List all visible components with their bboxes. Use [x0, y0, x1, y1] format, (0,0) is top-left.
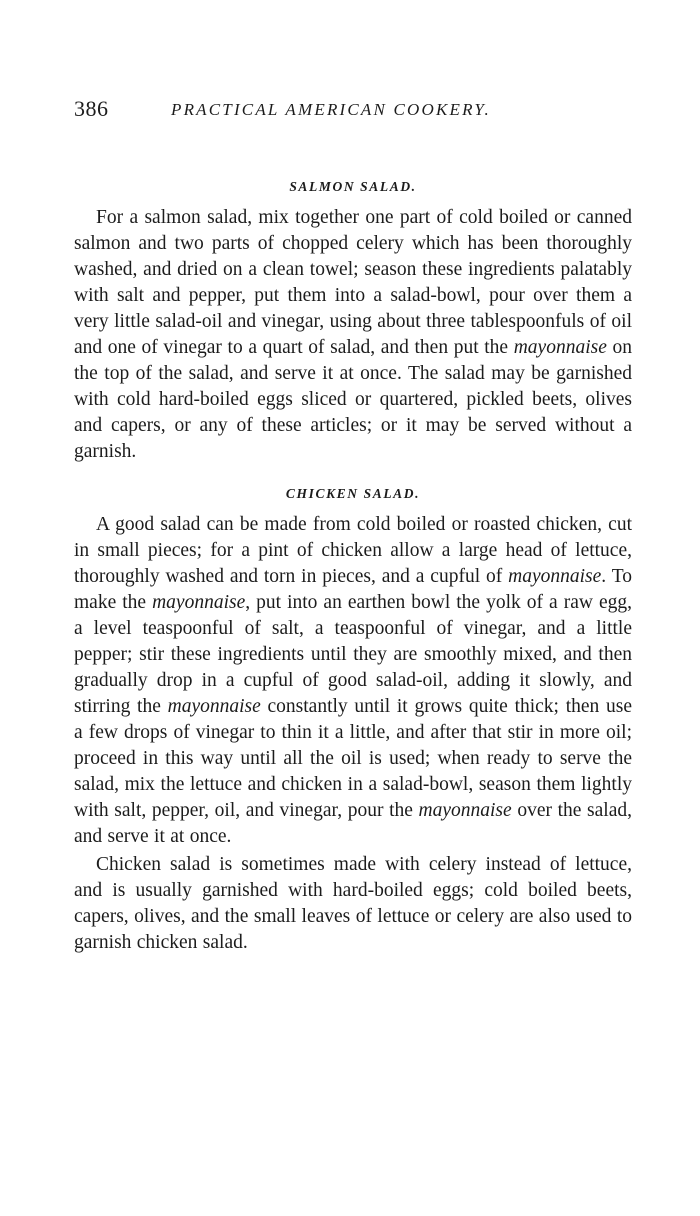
text-run: on the top of the salad, and serve it at once. The salad may be garnished with cold hard-boiled eggs sliced or quartered, pickled beets, olives and capers, or any of these articles; or it may be served without a garnish. — [74, 337, 633, 462]
section-title-salmon-salad: SALMON SALAD. — [289, 179, 417, 194]
text-run: constantly until it grows quite thick; then use a few drops of vinegar to thin it a little, and after that stir in more oil; proceed in this way until all the oil is used; when ready to serve the salad, mix the lettuce and chicken in a salad-bowl, season them lightly with salt, pepper, oil, and vinegar, pour the — [74, 696, 633, 821]
italic-term: mayonnaise — [418, 800, 512, 821]
italic-term: mayonnaise — [508, 566, 602, 587]
italic-term: mayonnaise — [152, 592, 246, 613]
book-page — [74, 96, 632, 956]
text-run: For a salmon salad, mix together one part of cold boiled or canned salmon and two parts of chopped celery which has been thoroughly washed, and dried on a clean towel; season these ingredients palatably with salt and pepper, put them into a salad-bowl, pour over them a very little salad-oil and vinegar, using about three tablespoonfuls of oil and one of vinegar to a quart of salad, and then put the — [74, 207, 632, 358]
text-run: , put into an earthen bowl the yolk of a raw egg, a level teaspoonful of salt, a teaspoonful of vinegar, and a little pepper; stir these ingredients until they are smoothly mixed, and then gradually drop in a cupful of good salad-oil, adding it slowly, and stirring the — [74, 592, 632, 717]
text-run: Chicken salad is sometimes made with celery instead of lettuce, and is usually garnished with hard-boiled eggs; cold boiled beets, capers, olives, and the small leaves of lettuce or celery are also used to garnish chicken salad. — [74, 854, 632, 953]
running-head — [74, 96, 632, 136]
section-title-chicken-salad: CHICKEN SALAD. — [285, 486, 421, 501]
chicken-salad-paragraph-2 — [74, 852, 632, 956]
italic-term: mayonnaise — [513, 337, 607, 358]
book-title: PRACTICAL AMERICAN COOKERY. — [171, 100, 491, 119]
page-number: 386 — [74, 96, 109, 121]
salmon-salad-paragraph — [74, 205, 632, 465]
chicken-salad-paragraph-1 — [74, 512, 632, 850]
text-run: A good salad can be made from cold boiled or roasted chicken, cut in small pieces; for a pint of chicken allow a large head of lettuce, thoroughly washed and torn in pieces, and a cupful of — [74, 514, 632, 587]
text-run: . To make the — [74, 566, 632, 613]
italic-term: mayonnaise — [167, 696, 261, 717]
text-run: over the salad, and serve it at once. — [74, 800, 632, 847]
